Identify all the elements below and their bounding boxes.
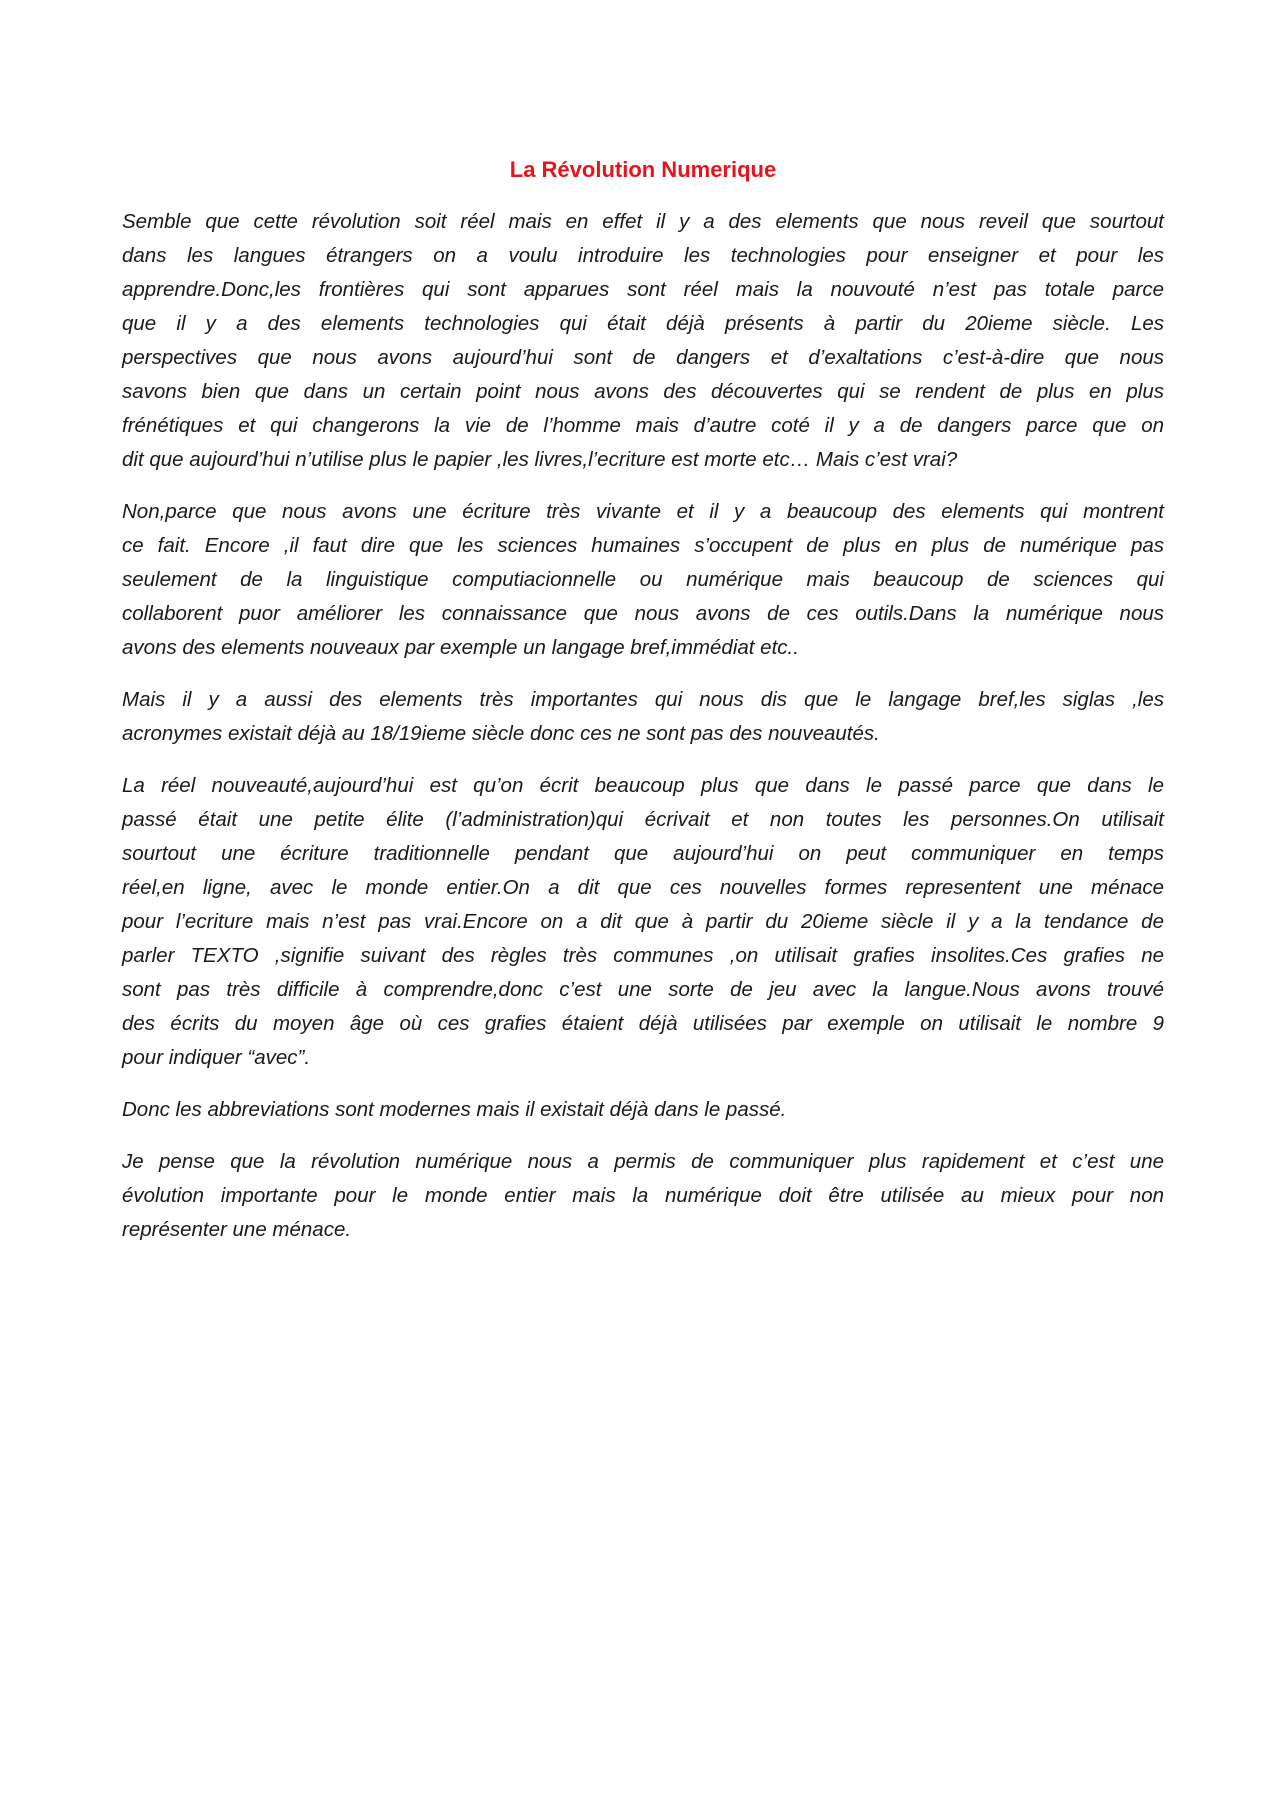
text-line: Mais il y a aussi des elements très importantes qui nous dis que le langage bref,les siglas ,les <box>122 688 1164 711</box>
text-line: La réel nouveauté,aujourd’hui est qu’on écrit beaucoup plus que dans le passé parce que dans le <box>122 774 1164 797</box>
text-line: Non,parce que nous avons une écriture très vivante et il y a beaucoup des elements qui montrent <box>122 500 1164 523</box>
text-line: évolution importante pour le monde entier mais la numérique doit être utilisée au mieux pour non <box>122 1184 1164 1207</box>
text-line: savons bien que dans un certain point nous avons des découvertes qui se rendent de plus en plus <box>122 380 1164 403</box>
paragraph <box>122 683 1164 751</box>
paragraph <box>122 1145 1164 1247</box>
text-line: que il y a des elements technologies qui était déjà présents à partir du 20ieme siècle. Les <box>122 312 1164 335</box>
text-line: avons des elements nouveaux par exemple un langage bref,immédiat etc.. <box>122 636 799 659</box>
text-line: Donc les abbreviations sont modernes mais il existait déjà dans le passé. <box>122 1098 787 1121</box>
text-line: sourtout une écriture traditionnelle pendant que aujourd’hui on peut communiquer en temps <box>122 842 1164 865</box>
document-body <box>122 205 1164 1265</box>
paragraph <box>122 205 1164 477</box>
document-title: La Révolution Numerique <box>509 157 777 182</box>
text-line: frénétiques et qui changerons la vie de l’homme mais d’autre coté il y a de dangers parce que on <box>122 414 1164 437</box>
text-line: pour l’ecriture mais n’est pas vrai.Encore on a dit que à partir du 20ieme siècle il y a la tendance de <box>122 910 1164 933</box>
paragraph <box>122 769 1164 1075</box>
text-line: représenter une ménace. <box>122 1218 352 1241</box>
text-line: Semble que cette révolution soit réel mais en effet il y a des elements que nous reveil que sourtout <box>122 210 1164 233</box>
paragraph <box>122 495 1164 665</box>
text-line: sont pas très difficile à comprendre,donc c’est une sorte de jeu avec la langue.Nous avons trouvé <box>122 978 1164 1001</box>
text-line: perspectives que nous avons aujourd’hui sont de dangers et d’exaltations c’est-à-dire que nous <box>122 346 1164 369</box>
text-line: dit que aujourd’hui n’utilise plus le papier ,les livres,l’ecriture est morte etc… Mais c’est vrai? <box>122 448 958 471</box>
text-line: apprendre.Donc,les frontières qui sont apparues sont réel mais la nouvouté n’est pas totale parce <box>122 278 1164 301</box>
text-line: pour indiquer “avec”. <box>122 1046 311 1069</box>
text-line: seulement de la linguistique computiacionnelle ou numérique mais beaucoup de sciences qui <box>122 568 1164 591</box>
paragraph <box>122 1093 1164 1127</box>
text-line: passé était une petite élite (l’administration)qui écrivait et non toutes les personnes.On utilisait <box>122 808 1164 831</box>
text-line: collaborent puor améliorer les connaissance que nous avons de ces outils.Dans la numérique nous <box>122 602 1164 625</box>
text-line: acronymes existait déjà au 18/19ieme siècle donc ces ne sont pas des nouveautés. <box>122 722 880 745</box>
text-line: ce fait. Encore ,il faut dire que les sciences humaines s’occupent de plus en plus de numérique pas <box>122 534 1164 557</box>
text-line: des écrits du moyen âge où ces grafies étaient déjà utilisées par exemple on utilisait le nombre 9 <box>122 1012 1164 1035</box>
text-line: parler TEXTO ,signifie suivant des règles très communes ,on utilisait grafies insolites.Ces grafies ne <box>122 944 1164 967</box>
text-line: dans les langues étrangers on a voulu introduire les technologies pour enseigner et pour les <box>122 244 1164 267</box>
text-line: Je pense que la révolution numérique nous a permis de communiquer plus rapidement et c’est une <box>122 1150 1164 1173</box>
text-line: réel,en ligne, avec le monde entier.On a dit que ces nouvelles formes representent une ménace <box>122 876 1164 899</box>
